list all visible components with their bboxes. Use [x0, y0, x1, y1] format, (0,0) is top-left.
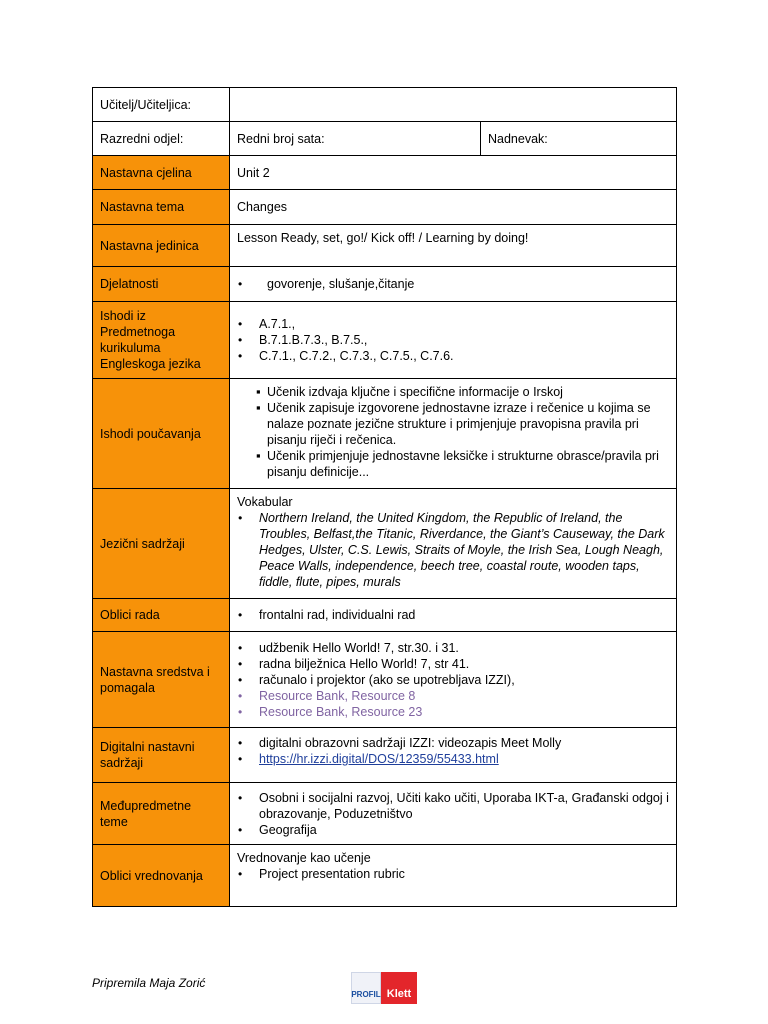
- assessment-row: [93, 845, 677, 907]
- outcomes-label-line: Predmetnoga: [100, 325, 176, 339]
- lesson-label: Nastavna jedinica: [93, 225, 230, 267]
- assessment-item: • Project presentation rubric: [237, 866, 669, 882]
- work-forms-list: [237, 607, 669, 623]
- vocabulary-list: [237, 510, 669, 590]
- teaching-outcomes-cell: [230, 379, 677, 489]
- class-row: [93, 122, 677, 156]
- topic-label: Nastavna tema: [93, 190, 230, 225]
- unit-row: [93, 156, 677, 190]
- cross-label-line: teme: [100, 814, 128, 829]
- materials-label: [93, 632, 230, 728]
- digital-label-line: Digitalni nastavni: [100, 740, 195, 754]
- outcomes-label-line: Ishodi iz: [100, 309, 146, 323]
- cross-item: • Geografija: [237, 822, 669, 838]
- outcomes-item: • B.7.1.B.7.3., B.7.5.,: [237, 332, 669, 348]
- activities-cell: [230, 267, 677, 302]
- work-forms-label: Oblici rada: [93, 599, 230, 632]
- activities-item: • govorenje, slušanje,čitanje: [237, 276, 669, 292]
- outcomes-row: [93, 302, 677, 379]
- cross-cell: [230, 783, 677, 845]
- materials-cell: [230, 632, 677, 728]
- izzi-link[interactable]: https://hr.izzi.digital/DOS/12359/55433.html: [259, 752, 499, 766]
- resource-link[interactable]: • Resource Bank, Resource 8: [237, 688, 669, 704]
- lesson-value: Lesson Ready, set, go!/ Kick off! / Learning by doing!: [230, 225, 677, 267]
- digital-item: [237, 751, 669, 767]
- language-row: [93, 489, 677, 599]
- materials-item: • računalo i projektor (ako se upotrebljava IZZI),: [237, 672, 669, 688]
- materials-label-line: Nastavna sredstva i: [100, 664, 210, 679]
- materials-item: • udžbenik Hello World! 7, str.30. i 31.: [237, 640, 669, 656]
- digital-label: [93, 728, 230, 783]
- teaching-outcomes-list: [237, 384, 669, 480]
- language-cell: [230, 489, 677, 599]
- outcomes-label: [93, 302, 230, 379]
- profil-klett-logo: [351, 972, 417, 1004]
- vocabulary-heading: Vokabular: [237, 495, 293, 509]
- outcomes-item: • A.7.1.,: [237, 316, 669, 332]
- outcomes-item: • C.7.1., C.7.2., C.7.3., C.7.5., C.7.6.: [237, 348, 669, 364]
- unit-value: Unit 2: [230, 156, 677, 190]
- materials-item: • radna bilježnica Hello World! 7, str 41.: [237, 656, 669, 672]
- activities-row: [93, 267, 677, 302]
- materials-row: [93, 632, 677, 728]
- lesson-row: [93, 225, 677, 267]
- topic-value: Changes: [230, 190, 677, 225]
- teaching-outcomes-item: ▪ Učenik primjenjuje jednostavne leksičke i strukturne obrasce/pravila pri pisanju definicije...: [237, 448, 669, 480]
- activities-label: Djelatnosti: [93, 267, 230, 302]
- cross-item: • Osobni i socijalni razvoj, Učiti kako učiti, Uporaba IKT-a, Građanski odgoj i obrazovanje, Poduzetništvo: [237, 790, 669, 822]
- lesson-number-label: Redni broj sata:: [230, 122, 481, 156]
- cross-label: [93, 783, 230, 845]
- assessment-list: [237, 866, 669, 882]
- teaching-outcomes-row: [93, 379, 677, 489]
- logo-klett: Klett: [381, 972, 417, 1004]
- digital-list: [237, 735, 669, 767]
- outcomes-list: [237, 316, 669, 364]
- outcomes-label-line: Engleskoga jezika: [100, 357, 201, 371]
- outcomes-cell: [230, 302, 677, 379]
- teaching-outcomes-label: Ishodi poučavanja: [93, 379, 230, 489]
- unit-label: Nastavna cjelina: [93, 156, 230, 190]
- digital-row: [93, 728, 677, 783]
- footer-author: Pripremila Maja Zorić: [92, 976, 206, 990]
- activities-list: [237, 276, 669, 292]
- assessment-cell: [230, 845, 677, 907]
- work-forms-cell: [230, 599, 677, 632]
- resource-link[interactable]: • Resource Bank, Resource 23: [237, 704, 669, 720]
- digital-label-line: sadržaji: [100, 756, 144, 770]
- work-forms-row: [93, 599, 677, 632]
- topic-row: [93, 190, 677, 225]
- digital-cell: [230, 728, 677, 783]
- logo-profil: PROFIL: [351, 972, 381, 1004]
- assessment-label: Oblici vrednovanja: [93, 845, 230, 907]
- teaching-outcomes-item: ▪ Učenik zapisuje izgovorene jednostavne izraze i rečenice u kojima se nalaze poznate jezične strukture i primjenjuje pravopisna pravila pri pisanju riječi i rečenica.: [237, 400, 669, 448]
- teacher-row: [93, 88, 677, 122]
- teacher-label: Učitelj/Učiteljica:: [93, 88, 230, 122]
- language-label: Jezični sadržaji: [93, 489, 230, 599]
- teacher-value: [230, 88, 677, 122]
- class-label: Razredni odjel:: [93, 122, 230, 156]
- digital-item: • digitalni obrazovni sadržaji IZZI: videozapis Meet Molly: [237, 735, 669, 751]
- outcomes-label-line: kurikuluma: [100, 341, 161, 355]
- date-label: Nadnevak:: [481, 122, 677, 156]
- materials-list: [237, 640, 669, 720]
- teaching-outcomes-item: ▪ Učenik izdvaja ključne i specifične informacije o Irskoj: [237, 384, 669, 400]
- assessment-heading: Vrednovanje kao učenje: [237, 851, 371, 865]
- vocabulary-item: • Northern Ireland, the United Kingdom, the Republic of Ireland, the Troubles, Belfast,the Titanic, Riverdance, the Giant’s Causeway, the Dark Hedges, Ulster, C.S. Lewis, Straits of Moyle, the Irish Sea, Lough Neagh, Peace Walls, independence, beech tree, coastal route, wooden taps, fiddle, flute, pipes, murals: [237, 510, 669, 590]
- cross-list: [237, 790, 669, 838]
- cross-label-line: Međupredmetne: [100, 798, 192, 813]
- work-forms-item: • frontalni rad, individualni rad: [237, 607, 669, 623]
- cross-row: [93, 783, 677, 845]
- lesson-plan-table: [92, 87, 677, 907]
- materials-label-line: pomagala: [100, 680, 155, 695]
